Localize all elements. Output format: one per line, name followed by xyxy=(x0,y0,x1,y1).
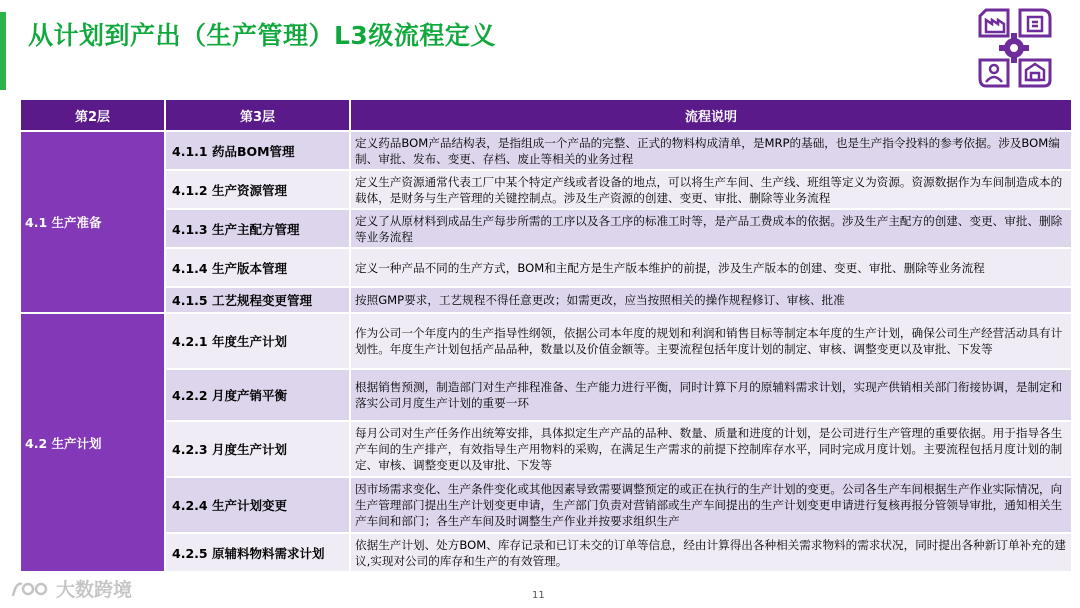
process-description-cell: 每月公司对生产任务作出统筹安排，具体拟定生产产品的品种、数量、质量和进度的计划，是公司进行生产管理的重要依据。用于指导各生产车间的生产排产，有效指导生产用物料的采购，在满足生产需求的前提下控制库存水平，同时完成月度计划。主要流程包括月度计划的制定、审核、调整变更以及审批、下发等 xyxy=(350,421,1072,477)
process-description-cell: 根据销售预测，制造部门对生产排程准备、生产能力进行平衡，同时计算下月的原辅料需求计划，实现产供销相关部门衔接协调，是制定和落实公司月度生产计划的重要一环 xyxy=(350,369,1072,421)
worker-icon xyxy=(986,65,1002,82)
table-row xyxy=(20,369,1072,421)
warehouse-icon xyxy=(1026,64,1044,80)
process-table xyxy=(19,98,1073,573)
process-description-cell: 定义一种产品不同的生产方式，BOM和主配方是生产版本维护的前提，涉及生产版本的创建、变更、审批、删除等业务流程 xyxy=(350,248,1072,287)
process-name-cell: 4.2.2 月度产销平衡 xyxy=(165,369,350,421)
header-layer2: 第2层 xyxy=(20,99,165,131)
header-process-description: 流程说明 xyxy=(350,99,1072,131)
watermark-logo-icon xyxy=(10,578,52,600)
process-description-cell: 按照GMP要求，工艺规程不得任意更改；如需更改，应当按照相关的操作规程修订、审核、批准 xyxy=(350,287,1072,313)
building-icon xyxy=(1028,17,1042,31)
watermark-text: 大数跨境 xyxy=(56,579,133,601)
table-row xyxy=(20,421,1072,477)
group-label-4-2: 4.2 生产计划 xyxy=(20,313,165,572)
table-row xyxy=(20,209,1072,248)
page-title: 从计划到产出（生产管理）L3级流程定义 xyxy=(28,21,496,50)
title-accent-bar xyxy=(0,12,6,90)
process-logo-icon xyxy=(972,6,1056,90)
process-name-cell: 4.1.1 药品BOM管理 xyxy=(165,131,350,170)
table-header-row xyxy=(20,99,1072,131)
watermark xyxy=(10,575,132,602)
process-name-cell: 4.1.4 生产版本管理 xyxy=(165,248,350,287)
factory-icon xyxy=(986,20,1004,32)
process-name-cell: 4.1.3 生产主配方管理 xyxy=(165,209,350,248)
process-name-cell: 4.1.2 生产资源管理 xyxy=(165,170,350,209)
process-name-cell: 4.2.5 原辅料物料需求计划 xyxy=(165,533,350,572)
process-description-cell: 依据生产计划、处方BOM、库存记录和已订未交的订单等信息，经由计算得出各种相关需求物料的需求状况，同时提出各种新订单补充的建议,实现对公司的库存和生产的有效管理。 xyxy=(350,533,1072,572)
process-description-cell: 作为公司一个年度内的生产指导性纲领，依据公司本年度的规划和利润和销售目标等制定本年度的生产计划，确保公司生产经营活动具有计划性。年度生产计划包括产品品种，数量以及价值金额等。主要流程包括年度计划的制定、审核、调整变更以及审批、下发等 xyxy=(350,313,1072,369)
table-row xyxy=(20,131,1072,170)
table-row xyxy=(20,533,1072,572)
table-row xyxy=(20,287,1072,313)
process-description-cell: 定义了从原材料到成品生产每步所需的工序以及各工序的标准工时等，是产品工费成本的依据。涉及生产主配方的创建、变更、审批、删除等业务流程 xyxy=(350,209,1072,248)
table-row xyxy=(20,248,1072,287)
process-name-cell: 4.1.5 工艺规程变更管理 xyxy=(165,287,350,313)
table-row xyxy=(20,170,1072,209)
process-description-cell: 定义药品BOM产品结构表，是指组成一个产品的完整、正式的物料构成清单，是MRP的基础，也是生产指令投料的参考依据。涉及BOM编制、审批、发布、变更、存档、废止等相关的业务过程 xyxy=(350,131,1072,170)
table-row xyxy=(20,477,1072,533)
process-description-cell: 定义生产资源通常代表工厂中某个特定产线或者设备的地点，可以将生产车间、生产线、班组等定义为资源。资源数据作为车间制造成本的载体，是财务与生产管理的关键控制点。涉及生产资源的创建、变更、审批、删除等业务流程 xyxy=(350,170,1072,209)
page-number: 11 xyxy=(532,590,545,601)
process-name-cell: 4.2.1 年度生产计划 xyxy=(165,313,350,369)
header-layer3: 第3层 xyxy=(165,99,350,131)
process-name-cell: 4.2.3 月度生产计划 xyxy=(165,421,350,477)
table-row xyxy=(20,313,1072,369)
group-label-4-1: 4.1 生产准备 xyxy=(20,131,165,313)
process-name-cell: 4.2.4 生产计划变更 xyxy=(165,477,350,533)
process-description-cell: 因市场需求变化、生产条件变化或其他因素导致需要调整预定的或正在执行的生产计划的变更。公司各生产车间根据生产作业实际情况，向生产管理部门提出生产计划变更申请，生产部门负责对营销部或生产车间提出的生产计划变更申请进行复核再报分管领导审批，通知相关生产车间和部门；各生产车间及时调整生产作业并按要求组织生产 xyxy=(350,477,1072,533)
